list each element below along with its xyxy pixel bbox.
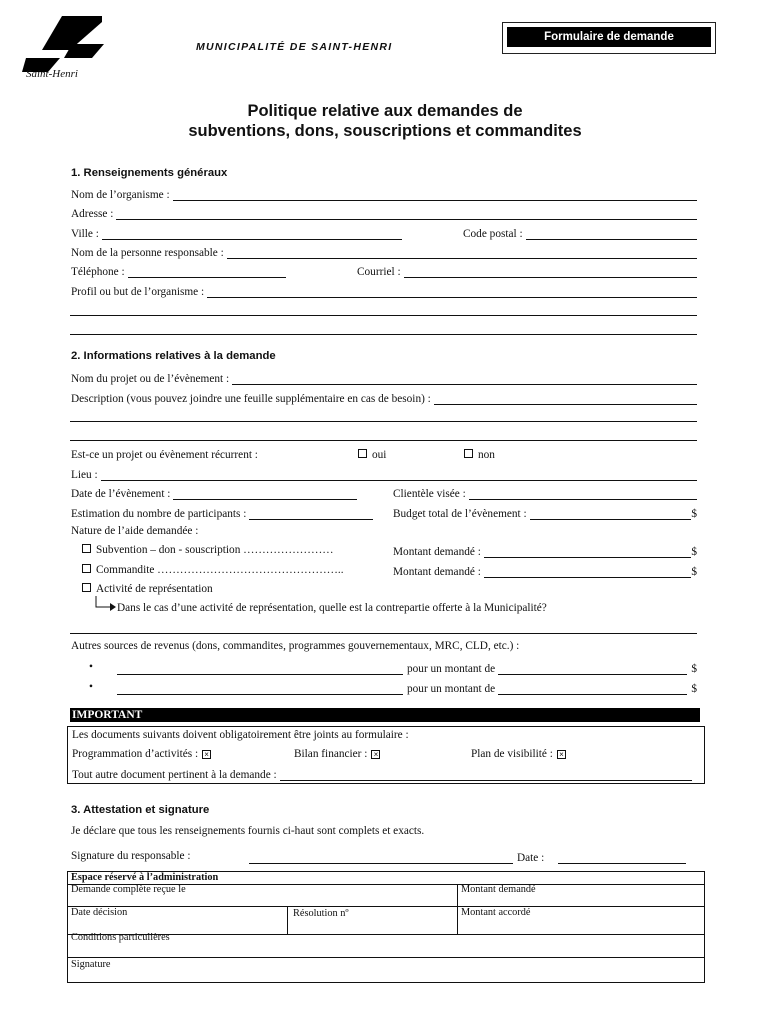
logo-script-text: Saint-Henri <box>26 68 78 80</box>
other-source-1-currency: $ <box>691 663 697 675</box>
commandite-amount-label: Montant demandé : <box>393 566 481 578</box>
bullet-1: • <box>89 661 93 673</box>
admin-received-label: Demande complète reçue le <box>71 884 186 895</box>
phone-field[interactable] <box>71 264 286 278</box>
other-doc-line[interactable] <box>280 770 692 781</box>
other-source-1-field[interactable] <box>117 661 403 675</box>
title-line-1: Politique relative aux demandes de <box>247 102 523 120</box>
recurrent-no-label: non <box>478 449 495 461</box>
email-field[interactable] <box>357 264 697 278</box>
programming-item[interactable] <box>72 748 211 760</box>
admin-heading: Espace réservé à l’administration <box>71 872 219 883</box>
commandite-label: Commandite ………………………………………….. <box>96 564 344 576</box>
recurrent-no-option[interactable] <box>464 449 495 461</box>
place-line[interactable] <box>101 470 697 481</box>
section-2-heading: 2. Informations relatives à la demande <box>71 350 276 362</box>
other-source-2-amount-line[interactable] <box>498 684 687 695</box>
responsible-label: Nom de la personne responsable : <box>71 247 224 259</box>
event-date-line[interactable] <box>173 489 357 500</box>
event-date-field[interactable] <box>71 486 357 500</box>
description-line[interactable] <box>434 394 697 405</box>
place-field[interactable] <box>71 467 697 481</box>
event-date-label: Date de l’évènement : <box>71 488 171 500</box>
profile-label: Profil ou but de l’organisme : <box>71 286 205 298</box>
important-intro: Les documents suivants doivent obligatoirement être joints au formulaire : <box>72 729 409 741</box>
description-field[interactable] <box>71 391 697 405</box>
signature-label: Signature du responsable : <box>71 850 191 862</box>
other-doc-label: Tout autre document pertinent à la demande : <box>72 769 277 781</box>
description-extra-line-1[interactable] <box>70 421 697 422</box>
recurrent-label: Est-ce un projet ou évènement récurrent : <box>71 449 258 461</box>
place-label: Lieu : <box>71 469 98 481</box>
recurrent-yes-checkbox[interactable] <box>358 449 367 458</box>
programming-label: Programmation d’activités : <box>72 748 199 760</box>
participants-label: Estimation du nombre de participants : <box>71 508 247 520</box>
address-line[interactable] <box>116 209 697 220</box>
other-source-2-amount-field[interactable] <box>407 681 697 695</box>
form-type-badge: Formulaire de demande <box>507 27 711 47</box>
other-source-2-field[interactable] <box>117 681 403 695</box>
budget-currency: $ <box>691 508 697 520</box>
admin-box <box>67 871 705 983</box>
postal-code-line[interactable] <box>526 229 697 240</box>
recurrent-yes-option[interactable] <box>358 449 386 461</box>
profile-line[interactable] <box>207 287 697 298</box>
other-source-1-amount-label: pour un montant de <box>407 663 496 675</box>
participants-field[interactable] <box>71 506 373 520</box>
address-field[interactable] <box>71 206 697 220</box>
admin-amount-requested-label: Montant demandé <box>461 884 536 895</box>
project-name-field[interactable] <box>71 371 697 385</box>
date-field[interactable] <box>517 850 686 864</box>
subvention-label: Subvention – don - souscription …………………… <box>96 544 334 556</box>
responsible-line[interactable] <box>227 248 697 259</box>
clientele-field[interactable] <box>393 486 697 500</box>
admin-divider-4 <box>68 957 704 958</box>
admin-conditions-label: Conditions particulières <box>71 932 170 943</box>
budget-label: Budget total de l’évènement : <box>393 508 527 520</box>
subvention-amount-line[interactable] <box>484 547 692 558</box>
budget-field[interactable] <box>393 506 697 520</box>
project-name-line[interactable] <box>232 374 697 385</box>
admin-signature-label: Signature <box>71 959 111 970</box>
signature-line[interactable] <box>249 853 513 864</box>
subvention-amount-field[interactable] <box>393 544 697 558</box>
title-line-2: subventions, dons, souscriptions et commandites <box>188 122 582 140</box>
financial-checkbox[interactable]: × <box>371 750 380 759</box>
phone-line[interactable] <box>128 267 286 278</box>
representation-option[interactable] <box>82 583 213 595</box>
responsible-field[interactable] <box>71 245 697 259</box>
address-label: Adresse : <box>71 208 114 220</box>
profile-field[interactable] <box>71 284 697 298</box>
subvention-currency: $ <box>691 546 697 558</box>
admin-vdivider-right <box>457 884 458 934</box>
email-label: Courriel : <box>357 266 401 278</box>
visibility-checkbox[interactable]: × <box>557 750 566 759</box>
other-source-2-currency: $ <box>691 683 697 695</box>
city-line[interactable] <box>102 229 402 240</box>
representation-checkbox[interactable] <box>82 583 91 592</box>
subvention-checkbox[interactable] <box>82 544 91 553</box>
signature-field[interactable] <box>249 850 513 864</box>
admin-decision-date-label: Date décision <box>71 907 128 918</box>
other-source-1-amount-field[interactable] <box>407 661 697 675</box>
aid-nature-label: Nature de l’aide demandée : <box>71 525 199 537</box>
clientele-line[interactable] <box>469 489 697 500</box>
admin-resolution-label: Résolution nº <box>293 908 349 919</box>
arrow-right-icon <box>95 596 117 612</box>
commandite-option[interactable] <box>82 564 344 576</box>
date-line[interactable] <box>558 853 686 864</box>
org-name-label: Nom de l’organisme : <box>71 189 170 201</box>
subvention-amount-label: Montant demandé : <box>393 546 481 558</box>
bullet-2: • <box>89 681 93 693</box>
representation-question: Dans le cas d’une activité de représentation, quelle est la contrepartie offerte à la Municipalité? <box>117 602 547 614</box>
org-name-field[interactable] <box>71 187 697 201</box>
commandite-amount-field[interactable] <box>393 564 697 578</box>
recurrent-yes-label: oui <box>372 449 387 461</box>
postal-code-field[interactable] <box>463 226 697 240</box>
profile-extra-line-1[interactable] <box>70 315 697 316</box>
project-name-label: Nom du projet ou de l’évènement : <box>71 373 230 385</box>
email-line[interactable] <box>404 267 697 278</box>
important-banner: IMPORTANT <box>70 708 700 722</box>
financial-label: Bilan financier : <box>294 748 368 760</box>
section-1-heading: 1. Renseignements généraux <box>71 167 228 179</box>
participants-line[interactable] <box>249 509 373 520</box>
section-3-heading: 3. Attestation et signature <box>71 804 210 816</box>
other-doc-field[interactable] <box>72 767 692 781</box>
phone-label: Téléphone : <box>71 266 125 278</box>
admin-vdivider-mid <box>287 906 288 934</box>
declaration-text: Je déclare que tous les renseignements fournis ci-haut sont complets et exacts. <box>71 825 425 837</box>
city-label: Ville : <box>71 228 99 240</box>
programming-checkbox[interactable]: × <box>202 750 211 759</box>
postal-code-label: Code postal : <box>463 228 523 240</box>
commandite-amount-line[interactable] <box>484 567 692 578</box>
description-label: Description (vous pouvez joindre une feuille supplémentaire en cas de besoin) : <box>71 393 431 405</box>
admin-divider-2 <box>68 906 704 907</box>
budget-line[interactable] <box>530 509 692 520</box>
org-name-line[interactable] <box>173 190 697 201</box>
subvention-option[interactable] <box>82 544 334 556</box>
other-source-1-line[interactable] <box>117 664 403 675</box>
financial-item[interactable] <box>294 748 380 760</box>
municipality-name: MUNICIPALITÉ DE SAINT-HENRI <box>196 41 393 53</box>
clientele-label: Clientèle visée : <box>393 488 466 500</box>
other-sources-label: Autres sources de revenus (dons, commandites, programmes gouvernementaux, MRC, CLD, etc.) : <box>71 640 520 652</box>
commandite-checkbox[interactable] <box>82 564 91 573</box>
visibility-label: Plan de visibilité : <box>471 748 553 760</box>
other-source-2-amount-label: pour un montant de <box>407 683 496 695</box>
admin-amount-granted-label: Montant accordé <box>461 907 531 918</box>
commandite-currency: $ <box>691 566 697 578</box>
other-source-2-line[interactable] <box>117 684 403 695</box>
date-label: Date : <box>517 852 545 864</box>
description-extra-line-2[interactable] <box>70 440 697 441</box>
recurrent-no-checkbox[interactable] <box>464 449 473 458</box>
other-source-1-amount-line[interactable] <box>498 664 687 675</box>
page-title <box>0 101 770 141</box>
city-field[interactable] <box>71 226 402 240</box>
representation-label: Activité de représentation <box>96 583 213 595</box>
representation-answer-line[interactable] <box>70 633 697 634</box>
visibility-item[interactable] <box>471 748 566 760</box>
profile-extra-line-2[interactable] <box>70 334 697 335</box>
